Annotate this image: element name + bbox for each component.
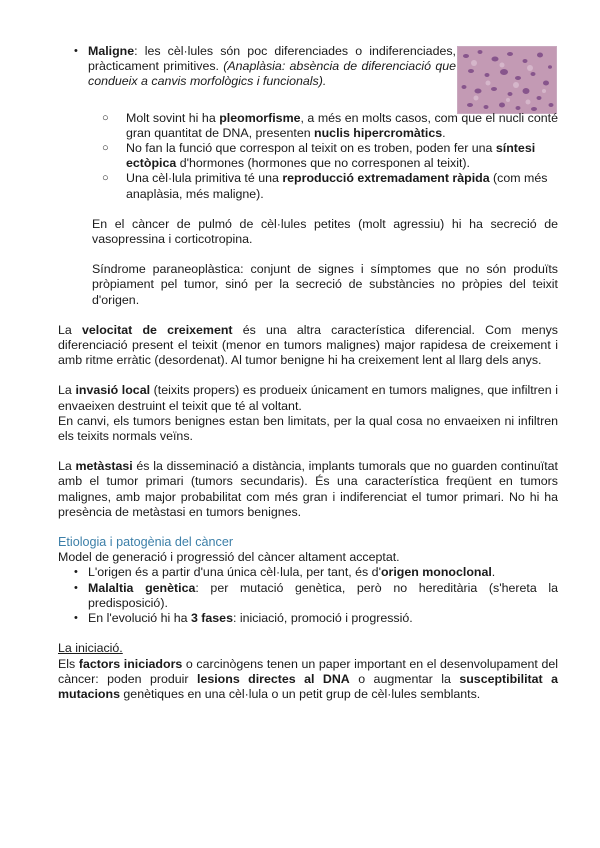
sub-item-text: (com més anaplàsia, més maligne). (126, 171, 548, 201)
bullet-text: : per mutació genètica, però no hereditària (s'hereta la predisposició). (88, 580, 558, 610)
bullet-text: En l'evolució hi ha (88, 611, 191, 626)
invasio-line2: En canvi, els tumors benignes estan ben limitats, per la qual cosa no envaeixen ni infiltren els teixits normals veïns. (58, 413, 558, 444)
etiologia-heading: Etiologia i patogènia del càncer (58, 535, 234, 550)
bullet-icon: • (74, 566, 78, 579)
iniciacio-bold: susceptibilitat a mutacions (58, 671, 558, 701)
invasio-bold: invasió local (75, 383, 151, 398)
document-page (58, 44, 558, 702)
etiologia-bullet-1 (58, 565, 558, 580)
bullet-bold: Malaltia genètica (88, 580, 196, 595)
etiologia-intro: Model de generació i progressió del càncer altament acceptat. (58, 550, 400, 565)
sub-item-text: d'hormones (hormones que no corresponen al teixit). (176, 156, 470, 171)
iniciacio-bold: lesions directes al DNA (197, 671, 350, 686)
bullet-bold: origen monoclonal (380, 565, 492, 580)
iniciacio-title: La iniciació. (58, 641, 123, 656)
bullet-text: . (491, 565, 496, 580)
velocitat-paragraph (58, 323, 558, 369)
invasio-text: (teixits propers) es produeix únicament en tumors malignes, que infiltren i envaeixen destruint el teixit que té al voltant. (58, 383, 558, 413)
maligne-term: Maligne (88, 44, 135, 58)
metastasi-paragraph (58, 459, 558, 520)
velocitat-text: és una altra característica diferencial. Com menys diferenciació present el teixit (menor en tumors malignes) major rapidesa de creixement i amb ritme erràtic (desordenat). Al tumor benigne hi ha creixement lent al llarg dels anys. (58, 322, 558, 368)
sub-bullet-icon: ○ (102, 142, 109, 155)
sub-item-bold: nuclis hipercromàtics (314, 125, 443, 140)
metastasi-bold: metàstasi (75, 459, 133, 474)
maligne-text: : les cèl·lules són poc diferenciades o indiferenciades, pràcticament primitives. (88, 44, 456, 74)
velocitat-bold: velocitat de creixement (81, 322, 233, 337)
histology-image (457, 46, 557, 114)
iniciacio-text: Els (58, 656, 79, 671)
bullet-bold: 3 fases (190, 611, 233, 626)
sub-bullet-icon: ○ (102, 111, 109, 124)
sindrome-paragraph: Síndrome paraneoplàstica: conjunt de signes i símptomes que no són produïts pròpiament pel tumor, sinó per la secreció de substàncies no pròpies del teixit d'origen. (92, 262, 558, 307)
bullet-icon: • (74, 612, 78, 625)
velocitat-text: La (58, 322, 82, 337)
invasio-paragraph (58, 383, 558, 413)
sub-item-bold: pleomorfisme (219, 110, 301, 125)
iniciacio-text: genètiques en una cèl·lula o un petit grup de cèl·lules semblants. (119, 686, 481, 701)
iniciacio-text: o augmentar la (349, 671, 460, 686)
histology-micrograph (458, 47, 556, 113)
etiologia-bullet-3 (58, 611, 558, 626)
invasio-text: La (58, 383, 76, 398)
sub-item-text: Una cèl·lula primitiva té una (126, 171, 283, 186)
etiologia-bullet-2 (58, 581, 558, 611)
iniciacio-text: o carcinògens tenen un paper important en el desenvolupament del càncer: poden produir (58, 656, 558, 686)
maligne-italic: (Anaplàsia: absència de diferenciació que condueix a canvis morfològics i funcionals). (88, 59, 456, 89)
iniciacio-bold: factors iniciadors (78, 656, 183, 671)
pulmo-paragraph: En el càncer de pulmó de cèl·lules petites (molt agressiu) hi ha secreció de vasopressina i corticotropina. (92, 216, 558, 247)
bullet-icon: • (74, 45, 78, 57)
sub-item-2 (58, 141, 558, 171)
sub-item-text: , a més en molts casos, com que el nucli conté gran quantitat de DNA, presenten (126, 110, 558, 140)
sub-bullet-icon: ○ (102, 172, 109, 185)
iniciacio-paragraph (58, 657, 558, 703)
sub-item-1 (58, 111, 558, 141)
sub-item-text: Molt sovint hi ha (126, 110, 220, 125)
sub-item-text: . (442, 125, 446, 140)
bullet-text: : iniciació, promoció i progressió. (232, 611, 413, 626)
bullet-icon: • (74, 581, 78, 594)
metastasi-text: és la disseminació a distància, implants tumorals que no guarden continuïtat amb el tumor primari (tumors secundaris). És una característica freqüent en tumors malignes, amb major probabilitat com més gran i indiferenciat el tumor primari. No hi ha presència de metàstasi en tumors benignes. (58, 459, 558, 519)
sub-item-3 (58, 171, 558, 201)
sub-item-bold: síntesi ectòpica (126, 141, 536, 171)
sub-item-bold: reproducció extremadament ràpida (282, 171, 490, 186)
maligne-bullet (58, 44, 456, 90)
bullet-text: L'origen és a partir d'una única cèl·lula, per tant, és d' (88, 565, 381, 580)
metastasi-text: La (58, 459, 76, 474)
sub-item-text: No fan la funció que correspon al teixit on es troben, poden fer una (126, 141, 496, 156)
